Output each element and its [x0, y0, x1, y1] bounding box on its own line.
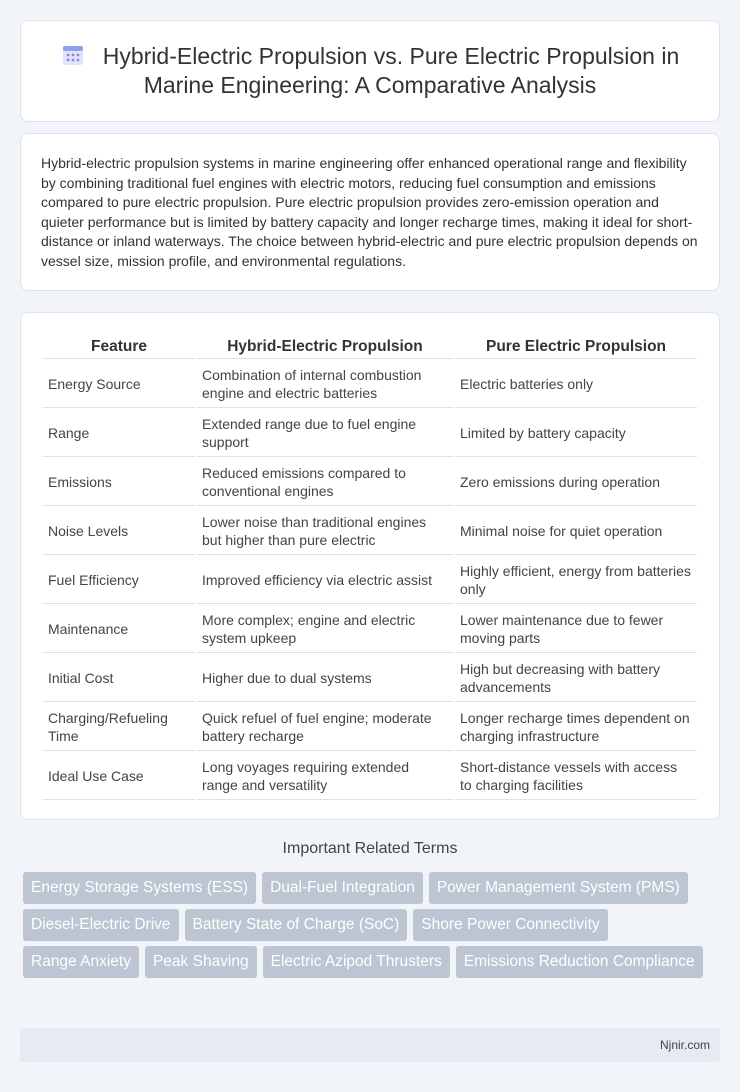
term-tag[interactable]: Battery State of Charge (SoC)	[185, 909, 408, 941]
footer	[20, 1028, 720, 1062]
row-feature: Initial Cost	[43, 655, 195, 702]
header-feature: Feature	[43, 335, 195, 359]
row-pure-electric: Limited by battery capacity	[455, 410, 697, 457]
table-row	[43, 557, 697, 604]
table-row	[43, 508, 697, 555]
table-row	[43, 753, 697, 800]
header-pure-electric: Pure Electric Propulsion	[455, 335, 697, 359]
term-tag[interactable]: Dual-Fuel Integration	[262, 872, 423, 904]
page-title: Hybrid-Electric Propulsion vs. Pure Electric Propulsion in Marine Engineering: A Comparative Analysis	[102, 43, 680, 98]
comparison-card	[20, 312, 720, 820]
row-pure-electric: Longer recharge times dependent on charging infrastructure	[455, 704, 697, 751]
row-hybrid: Extended range due to fuel engine support	[197, 410, 453, 457]
term-tag[interactable]: Range Anxiety	[23, 946, 139, 978]
row-hybrid: Improved efficiency via electric assist	[197, 557, 453, 604]
term-tag[interactable]: Peak Shaving	[145, 946, 257, 978]
table-row	[43, 704, 697, 751]
row-pure-electric: Lower maintenance due to fewer moving parts	[455, 606, 697, 653]
term-tag[interactable]: Electric Azipod Thrusters	[263, 946, 450, 978]
row-hybrid: Lower noise than traditional engines but higher than pure electric	[197, 508, 453, 555]
row-pure-electric: Short-distance vessels with access to charging facilities	[455, 753, 697, 800]
intro-card	[20, 133, 720, 291]
table-row	[43, 361, 697, 408]
row-hybrid: Reduced emissions compared to conventional engines	[197, 459, 453, 506]
row-hybrid: Long voyages requiring extended range and versatility	[197, 753, 453, 800]
row-feature: Maintenance	[43, 606, 195, 653]
row-pure-electric: Zero emissions during operation	[455, 459, 697, 506]
term-tag[interactable]: Shore Power Connectivity	[413, 909, 607, 941]
term-tag[interactable]: Emissions Reduction Compliance	[456, 946, 703, 978]
row-pure-electric: Minimal noise for quiet operation	[455, 508, 697, 555]
table-row	[43, 606, 697, 653]
row-feature: Emissions	[43, 459, 195, 506]
title-card	[20, 20, 720, 122]
intro-paragraph: Hybrid-electric propulsion systems in marine engineering offer enhanced operational range and flexibility by combining traditional fuel engines with electric motors, reducing fuel consumption and emissions compared to pure electric propulsion. Pure electric propulsion provides zero-emission operation and quieter performance but is limited by battery capacity and longer recharge times, making it ideal for short-distance or inland waterways. The choice between hybrid-electric and pure electric propulsion depends on vessel size, mission profile, and environmental regulations.	[41, 155, 698, 269]
calendar-grid-icon	[61, 43, 85, 67]
table-row	[43, 655, 697, 702]
term-tag[interactable]: Diesel-Electric Drive	[23, 909, 179, 941]
related-terms-list	[23, 872, 723, 978]
term-tag[interactable]: Energy Storage Systems (ESS)	[23, 872, 256, 904]
row-feature: Fuel Efficiency	[43, 557, 195, 604]
row-feature: Energy Source	[43, 361, 195, 408]
row-pure-electric: Electric batteries only	[455, 361, 697, 408]
table-header-row	[43, 335, 697, 359]
table-row	[43, 410, 697, 457]
footer-site-link[interactable]: Njnir.com	[659, 1038, 710, 1052]
row-feature: Noise Levels	[43, 508, 195, 555]
comparison-table	[41, 333, 699, 802]
row-feature: Range	[43, 410, 195, 457]
row-hybrid: More complex; engine and electric system upkeep	[197, 606, 453, 653]
row-hybrid: Higher due to dual systems	[197, 655, 453, 702]
table-row	[43, 459, 697, 506]
page-title-block	[41, 42, 699, 100]
row-feature: Charging/Refueling Time	[43, 704, 195, 751]
header-hybrid: Hybrid-Electric Propulsion	[197, 335, 453, 359]
term-tag[interactable]: Power Management System (PMS)	[429, 872, 688, 904]
row-hybrid: Combination of internal combustion engine and electric batteries	[197, 361, 453, 408]
row-hybrid: Quick refuel of fuel engine; moderate battery recharge	[197, 704, 453, 751]
row-pure-electric: Highly efficient, energy from batteries only	[455, 557, 697, 604]
row-pure-electric: High but decreasing with battery advancements	[455, 655, 697, 702]
row-feature: Ideal Use Case	[43, 753, 195, 800]
related-terms-heading: Important Related Terms	[282, 840, 458, 857]
